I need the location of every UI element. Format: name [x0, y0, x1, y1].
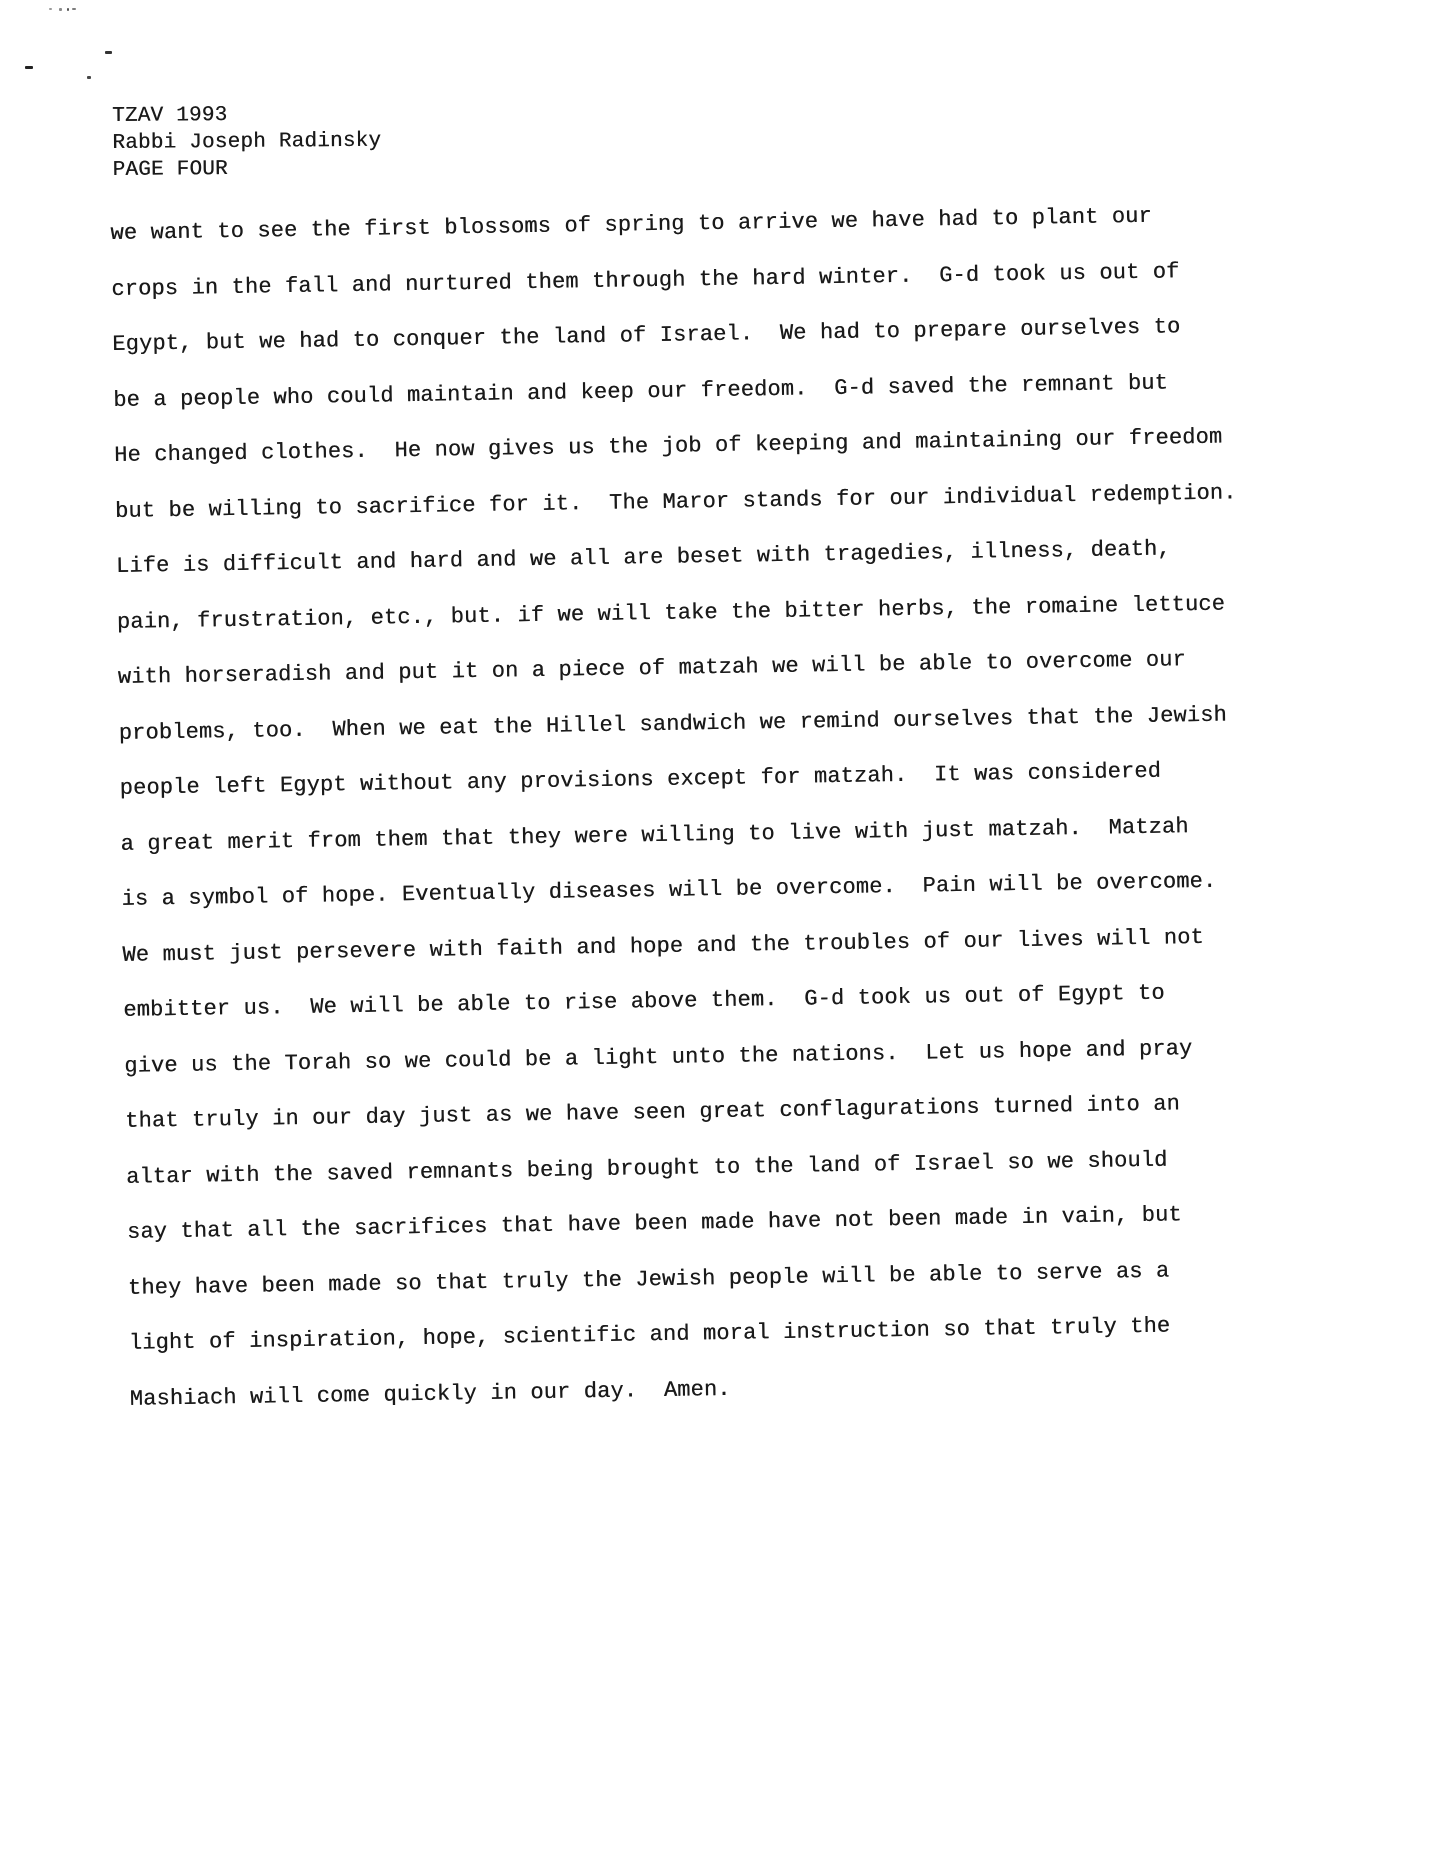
- body-line: altar with the saved remnants being brought to the land of Israel so we should: [125, 1147, 1168, 1190]
- body-line: they have been made so that truly the Jewish people will be able to serve as a: [127, 1258, 1170, 1301]
- body-line: Mashiach will come quickly in our day. Amen.: [129, 1376, 731, 1412]
- scan-artifact: [72, 8, 76, 10]
- scan-artifact: [25, 66, 33, 69]
- body-line: Egypt, but we had to conquer the land of Israel. We had to prepare ourselves to: [112, 314, 1181, 357]
- body-line: Life is difficult and hard and we all are beset with tragedies, illness, death,: [115, 536, 1171, 579]
- body-line: crops in the fall and nurtured them through the hard winter. G-d took us out of: [111, 258, 1180, 302]
- body-line: people left Egypt without any provisions except for matzah. It was considered: [119, 758, 1162, 801]
- scan-artifact: [87, 76, 91, 79]
- body-line: we want to see the first blossoms of spring to arrive we have had to plant our: [110, 203, 1152, 246]
- body-line: but be willing to sacrifice for it. The Maror stands for our individual redemption.: [114, 479, 1237, 524]
- document-page-number: PAGE FOUR: [112, 157, 228, 182]
- document-body: [110, 186, 1310, 1426]
- scan-artifact: [59, 8, 62, 11]
- body-line: that truly in our day just as we have seen great conflagurations turned into an: [124, 1091, 1181, 1134]
- body-line: pain, frustration, etc., but. if we will take the bitter herbs, the romaine lettuce: [116, 591, 1226, 635]
- scan-artifact: [49, 8, 52, 10]
- body-line: is a symbol of hope. Eventually diseases will be overcome. Pain will be overcome.: [121, 868, 1217, 912]
- body-line: be a people who could maintain and keep our freedom. G-d saved the remnant but: [113, 369, 1169, 413]
- document-header: [112, 101, 382, 184]
- body-line: light of inspiration, hope, scientific and moral instruction so that truly the: [128, 1313, 1171, 1356]
- body-line: He changed clothes. He now gives us the job of keeping and maintaining our freedom: [113, 424, 1223, 468]
- body-line: problems, too. When we eat the Hillel sandwich we remind ourselves that the Jewish: [118, 702, 1228, 746]
- scan-artifact: [105, 51, 112, 54]
- scan-artifact: [67, 8, 69, 11]
- body-line: with horseradish and put it on a piece of matzah we will be able to overcome our: [117, 647, 1187, 690]
- body-line: embitter us. We will be able to rise above them. G-d took us out of Egypt to: [123, 980, 1165, 1023]
- body-line: We must just persevere with faith and hope and the troubles of our lives will not: [122, 924, 1205, 968]
- body-line: a great merit from them that they were willing to live with just matzah. Matzah: [120, 813, 1189, 857]
- document-author: Rabbi Joseph Radinsky: [112, 129, 382, 155]
- document-title: TZAV 1993: [112, 103, 228, 128]
- body-line: give us the Torah so we could be a light unto the nations. Let us hope and pray: [124, 1035, 1193, 1079]
- body-line: say that all the sacrifices that have been made have not been made in vain, but: [126, 1202, 1182, 1245]
